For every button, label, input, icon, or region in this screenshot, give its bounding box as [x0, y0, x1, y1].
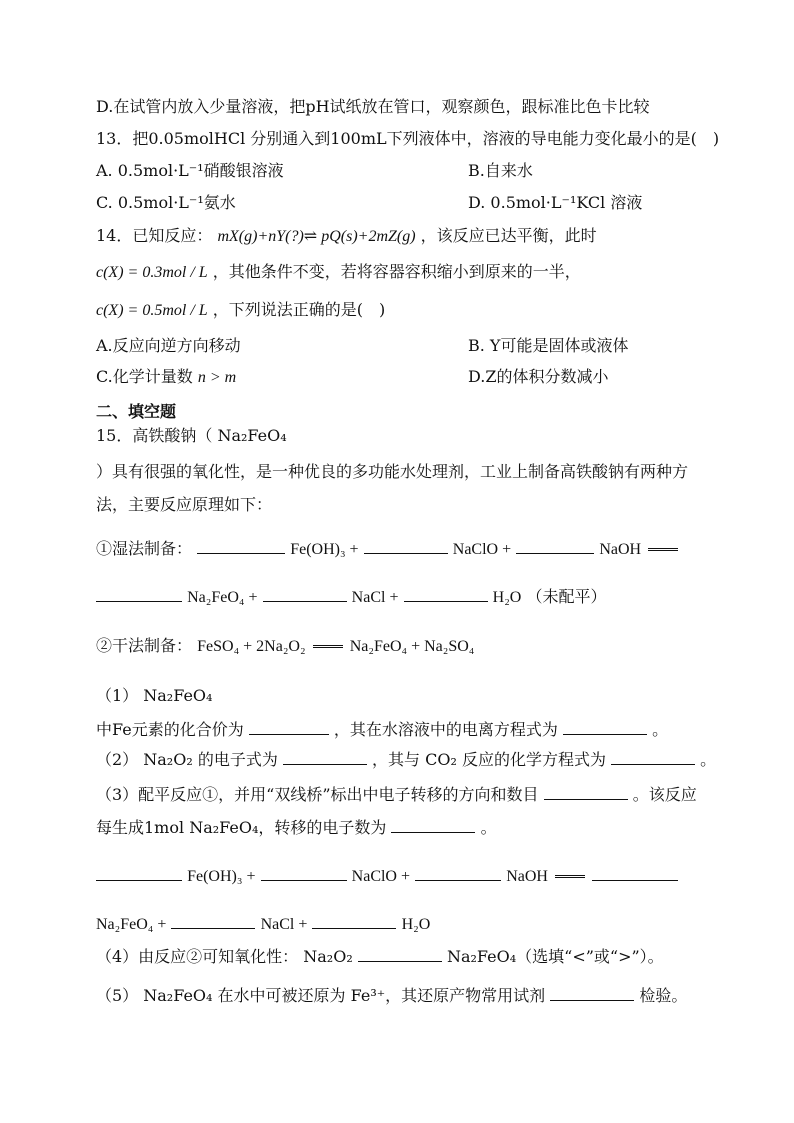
q14-option-c: C.化学计量数 n > m — [96, 367, 237, 386]
q13-options-row1 — [96, 160, 533, 182]
q14-condition-1 — [96, 261, 581, 284]
wet-nacl: NaCl + — [351, 589, 399, 606]
wet-fe-oh3: Fe(OH)₃ + — [290, 541, 359, 558]
bal-fe-oh3: Fe(OH)₃ + — [187, 868, 256, 885]
wet-naoh: NaOH — [599, 541, 642, 558]
bal-blank-3[interactable] — [415, 864, 501, 881]
bal-blank-1[interactable] — [96, 864, 182, 881]
p3-blank-bridge[interactable] — [544, 783, 628, 800]
wet-blank-5[interactable] — [263, 585, 347, 602]
q14-stem-post: ，该反应已达平衡，此时 — [420, 226, 597, 245]
bal-blank-2[interactable] — [261, 864, 347, 881]
section-title: 二、填空题 — [96, 402, 177, 421]
q14-cx-2: c(X) = 0.5mol / L — [96, 302, 208, 319]
bal-naclo: NaClO + — [351, 868, 411, 885]
wet-label: ①湿法制备： — [96, 539, 193, 558]
balance-line2 — [96, 912, 430, 936]
wet-method-line2 — [96, 585, 606, 609]
q13-option-b: B.自来水 — [468, 161, 533, 180]
q14-condition-2 — [96, 299, 385, 322]
balance-line1 — [96, 864, 678, 888]
q14-options-row1 — [96, 335, 629, 357]
p3-text-c: 每生成1mol Na₂FeO₄，转移的电子数为 — [96, 818, 387, 837]
p5-text-b: 检验。 — [639, 986, 688, 1005]
part-1-text — [96, 718, 668, 741]
bal-blank-6[interactable] — [312, 912, 396, 929]
part-4-text — [96, 945, 664, 968]
p4-blank-compare[interactable] — [358, 945, 442, 962]
q14-options-row2 — [96, 366, 609, 389]
p5-text-a: （5） Na₂FeO₄ 在水中可被还原为 Fe³⁺，其还原产物常用试剂 — [96, 986, 546, 1005]
q13-options-row2 — [96, 192, 643, 214]
q12-option-d: D.在试管内放入少量溶液，把pH试纸放在管口，观察颜色，跟标准比色卡比较 — [96, 97, 650, 116]
dry-eq-left: FeSO₄ + 2Na₂O₂ — [197, 638, 306, 655]
p1-end: 。 — [652, 720, 669, 739]
dry-label: ②干法制备： — [96, 636, 193, 655]
part-3-line2 — [96, 816, 497, 839]
wet-blank-3[interactable] — [516, 537, 594, 554]
p3-text-b: 。该反应 — [632, 785, 697, 804]
p3-text-a: （3）配平反应①，并用“双线桥”标出中电子转移的方向和数目 — [96, 785, 539, 804]
part-2-text — [96, 748, 716, 771]
p2-text-b: ，其与 CO₂ 反应的化学方程式为 — [372, 750, 606, 769]
p1-blank-valence[interactable] — [249, 718, 329, 735]
p2-text-a: （2） Na₂O₂ 的电子式为 — [96, 750, 278, 769]
p4-text-b: Na₂FeO₄（选填“<”或“>”）。 — [446, 947, 664, 966]
p1-blank-ionization[interactable] — [563, 718, 647, 735]
q14-option-a: A.反应向逆方向移动 — [96, 336, 241, 355]
wet-method-line1 — [96, 537, 680, 561]
p3-blank-electrons[interactable] — [391, 816, 475, 833]
q14-cx-1: c(X) = 0.3mol / L — [96, 264, 208, 281]
p5-blank-reagent[interactable] — [550, 984, 634, 1001]
q13-option-d: D. 0.5mol·L⁻¹KCl 溶液 — [468, 193, 643, 212]
wet-note: （未配平） — [526, 587, 607, 606]
q14-stem — [96, 225, 597, 248]
bal-nacl: NaCl + — [260, 916, 308, 933]
wet-naclo: NaClO + — [452, 541, 512, 558]
part-3-line1 — [96, 783, 697, 806]
q14-option-d: D.Z的体积分数减小 — [468, 367, 609, 386]
part-5-text — [96, 984, 687, 1007]
q13-stem: 13．把0.05molHCl 分别通入到100mL下列液体中，溶液的导电能力变化最小的是( ) — [96, 129, 720, 148]
part-1-label: （1） Na₂FeO₄ — [96, 686, 213, 705]
wet-blank-4[interactable] — [96, 585, 182, 602]
equals-sign — [648, 548, 678, 551]
q14-cond2-text: ，下列说法正确的是( ) — [212, 300, 386, 319]
p1-text-a: 中Fe元素的化合价为 — [96, 720, 244, 739]
q14-option-b: B. Y可能是固体或液体 — [468, 336, 629, 355]
wet-h2o: H₂O — [492, 589, 522, 606]
wet-na2feo4: Na₂FeO₄ + — [187, 589, 258, 606]
q14-reaction-formula: mX(g)+nY(?)⇌ pQ(s)+2mZ(g) — [217, 228, 416, 245]
equals-sign — [555, 875, 585, 878]
bal-na2feo4: Na₂FeO₄ + — [96, 916, 167, 933]
bal-blank-5[interactable] — [171, 912, 255, 929]
bal-h2o: H₂O — [401, 916, 431, 933]
q14-stem-pre: 14．已知反应： — [96, 226, 213, 245]
equals-sign — [313, 645, 343, 648]
dry-method-line — [96, 635, 474, 658]
p2-blank-electron[interactable] — [283, 748, 367, 765]
wet-blank-2[interactable] — [364, 537, 448, 554]
wet-blank-1[interactable] — [197, 537, 285, 554]
bal-naoh: NaOH — [506, 868, 548, 885]
p1-text-b: ，其在水溶液中的电离方程式为 — [333, 720, 558, 739]
bal-blank-4[interactable] — [592, 864, 678, 881]
q15-intro-line1: ）具有很强的氧化性，是一种优良的多功能水处理剂，工业上制备高铁酸钠有两种方 — [96, 462, 689, 481]
wet-blank-6[interactable] — [404, 585, 488, 602]
q13-option-c: C. 0.5mol·L⁻¹氨水 — [96, 193, 236, 212]
q15-intro-line2: 法，主要反应原理如下： — [96, 495, 273, 514]
p2-end: 。 — [700, 750, 717, 769]
q13-option-a: A. 0.5mol·L⁻¹硝酸银溶液 — [96, 161, 284, 180]
dry-eq-right: Na₂FeO₄ + Na₂SO₄ — [349, 638, 475, 655]
p4-text-a: （4）由反应②可知氧化性： Na₂O₂ — [96, 947, 353, 966]
q15-stem: 15．高铁酸钠（ Na₂FeO₄ — [96, 426, 287, 445]
p3-end: 。 — [480, 818, 497, 837]
q14-cond1-text: ，其他条件不变，若将容器容积缩小到原来的一半， — [212, 262, 581, 281]
p2-blank-equation[interactable] — [611, 748, 695, 765]
